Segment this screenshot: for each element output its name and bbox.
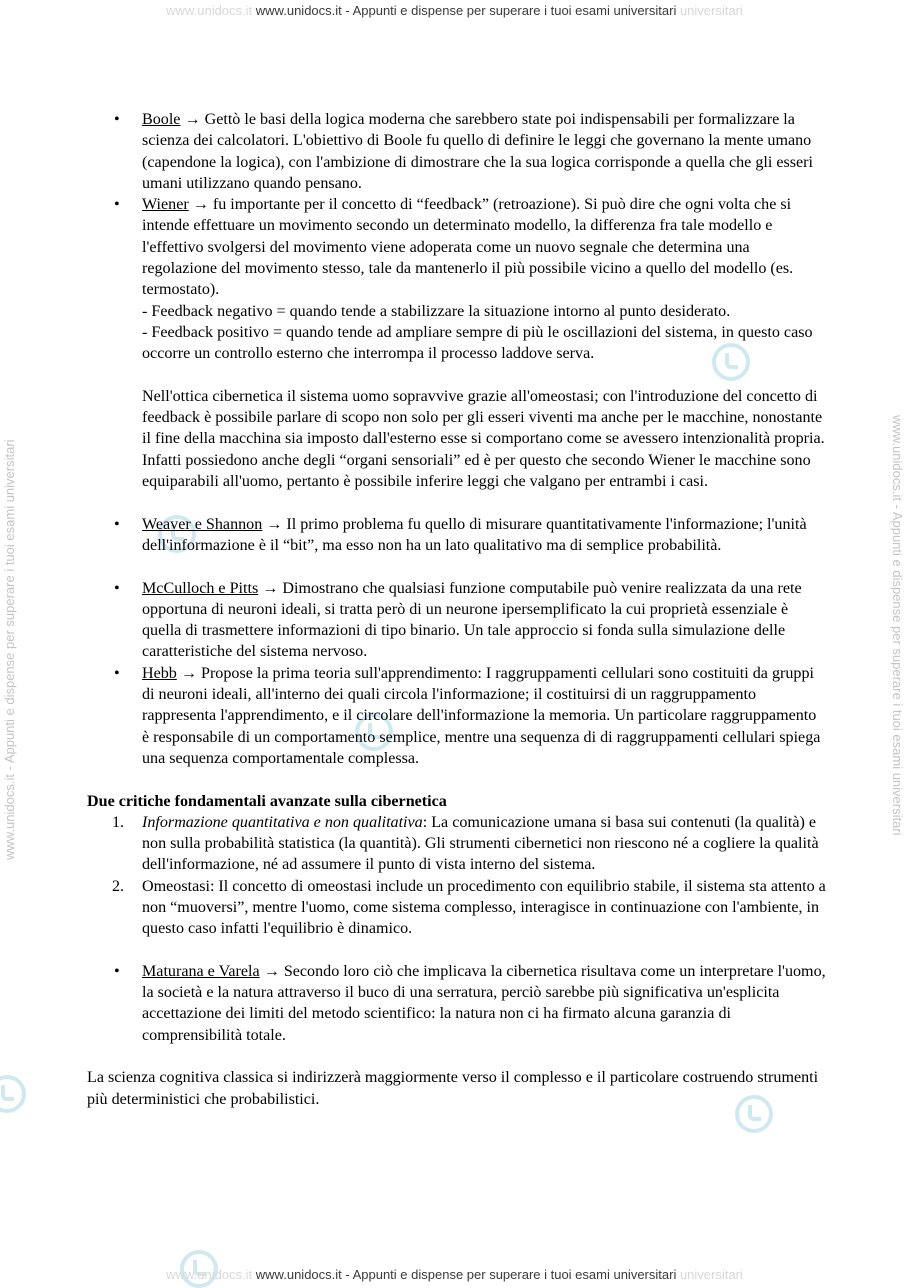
list-item-hebb <box>87 663 827 769</box>
banner-text: www.unidocs.it - Appunti e dispense per superare i tuoi esami universitari <box>255 3 677 18</box>
side-watermark-right: www.unidocs.it - Appunti e dispense per superare i tuoi esami universitari <box>890 415 905 836</box>
text-boole: → Gettò le basi della logica moderna che sarebbero state poi indispensabili per formalizzare la scienza dei calcolatori. L'obiettivo di Boole fu quello di definire le leggi che governano la mente umano (capendone la logica), con l'ambizione di dimostrare che la sua logica corrisponde a quella che gli esseri umani utilizzano quando pensano. <box>142 111 813 192</box>
bullet-list <box>87 578 827 770</box>
text-hebb: → Propose la prima teoria sull'apprendimento: I raggruppamenti cellulari sono costituiti da gruppi di neuroni ideali, all'interno dei quali circola l'informazione; il costituirsi di un raggruppamento rappresenta l'apprendimento, e il circolare dell'informazione la memoria. Un particolare raggruppamento è responsabile di un comportamento semplice, mentre una sequenza di di raggruppamenti cellulari spiega una sequenza comportamentale complessa. <box>142 664 821 767</box>
name-mcculloch-pitts: McCulloch e Pitts <box>142 579 259 597</box>
text-weaver-shannon: → Il primo problema fu quello di misurare quantitativamente l'informazione; l'unità dell'informazione è il “bit”, ma esso non ha un lato qualitativo ma di semplice probabilità. <box>142 515 807 554</box>
bullet-list <box>87 961 827 1046</box>
feedback-positive: - Feedback positivo = quando tende ad ampliare sempre di più le oscillazioni del sistema, in questo caso occorre un controllo esterno che interrompa il processo laddove serva. <box>142 323 813 363</box>
text-wiener: → fu importante per il concetto di “feedback” (retroazione). Si può dire che ogni volta che si intende effettuare un movimento secondo un determinato modello, la differenza fra tale modello e l'effettivo svolgersi del movimento viene adoperata come un nuovo segnale che determina una regolazione del movimento stesso, tale da mantenerlo il più possibile vicino a quello del modello (es. termostato). <box>142 196 794 299</box>
side-watermark-left: www.unidocs.it - Appunti e dispense per superare i tuoi esami universitari <box>2 439 17 860</box>
banner-ghost-left: www.unidocs.it <box>166 1267 253 1282</box>
list-item-maturana-varela <box>87 961 827 1046</box>
conclusion-paragraph: La scienza cognitiva classica si indirizzerà maggiormente verso il complesso e il particolare costruendo strumenti più deterministici che probabilistici. <box>87 1069 819 1108</box>
text-maturana-varela: → Secondo loro ciò che implicava la cibernetica risultava come un interpretare l'uomo, la società e la natura attraverso il buco di una serratura, perciò sarebbe più significativa un'esplicita accettazione dei limiti del metodo scientifico: la natura non ci ha firmato alcuna garanzia di comprensibilità totale. <box>142 962 826 1044</box>
name-weaver-shannon: Weaver e Shannon <box>142 515 263 533</box>
footer-watermark-banner <box>0 1267 909 1282</box>
document-body <box>87 109 827 1110</box>
header-watermark-banner <box>0 3 909 18</box>
banner-ghost-right: universitari <box>679 1267 743 1282</box>
banner-text: www.unidocs.it - Appunti e dispense per superare i tuoi esami universitari <box>255 1267 677 1282</box>
unidocs-logo-icon <box>0 1075 26 1113</box>
critique-item <box>87 812 827 876</box>
critique-number: 2. <box>112 877 125 895</box>
list-item-boole <box>87 109 827 194</box>
list-item-mcculloch-pitts <box>87 578 827 663</box>
cybernetics-paragraph: Nell'ottica cibernetica il sistema uomo sopravvive grazie all'omeostasi; con l'introduzione del concetto di feedback è possibile parlare di scopo non solo per gli esseri viventi ma anche per le macchine, nonostante il fine della macchina sia imposto dall'esterno esse si comportano come se avessero intenzionalità propria. Infatti possiedono anche degli “organi sensoriali” ed è per questo che secondo Wiener le macchine sono equiparabili all'uomo, pertanto è possibile inferire leggi che valgano per entrambi i casi. <box>142 387 825 491</box>
critique-text: : La comunicazione umana si basa sui contenuti (la qualità) e non sulla probabilità statistica (la quantità). Gli strumenti cibernetici non riescono né a cogliere la qualità dell'informazione, né ad assumere il punto di vista interno del sistema. <box>142 813 819 874</box>
critiques-list <box>87 812 827 940</box>
banner-ghost-left: www.unidocs.it <box>166 3 253 18</box>
critique-text: Omeostasi: Il concetto di omeostasi include un procedimento con equilibrio stabile, il sistema sta attento a non “muoversi”, mentre l'uomo, come sistema complesso, interagisce in continuazione con l'ambiente, in questo caso infatti l'equilibrio è dinamico. <box>142 877 826 938</box>
critiques-heading: Due critiche fondamentali avanzate sulla cibernetica <box>87 792 447 810</box>
critique-item <box>87 876 827 940</box>
name-hebb: Hebb <box>142 664 177 682</box>
bullet-list <box>87 109 827 365</box>
bullet-list <box>87 514 827 557</box>
list-item-weaver-shannon <box>87 514 827 557</box>
banner-ghost-right: universitari <box>679 3 743 18</box>
critique-number: 1. <box>112 813 125 831</box>
text-mcculloch-pitts: → Dimostrano che qualsiasi funzione computabile può venire realizzata da una rete opportuna di neuroni ideali, si tratta però di un neurone ipersemplificato la cui proprietà essenziale è quella di trasmettere informazioni di tipo binario. Un tale approccio si fonda sulla simulazione delle caratteristiche del sistema nervoso. <box>142 579 802 661</box>
list-item-wiener <box>87 194 827 364</box>
name-boole: Boole <box>142 111 181 128</box>
feedback-negative: - Feedback negativo = quando tende a stabilizzare la situazione intorno al punto desiderato. <box>142 302 731 320</box>
name-maturana-varela: Maturana e Varela <box>142 962 260 980</box>
name-wiener: Wiener <box>142 196 189 214</box>
critique-lead: Informazione quantitativa e non qualitativa <box>142 813 423 831</box>
